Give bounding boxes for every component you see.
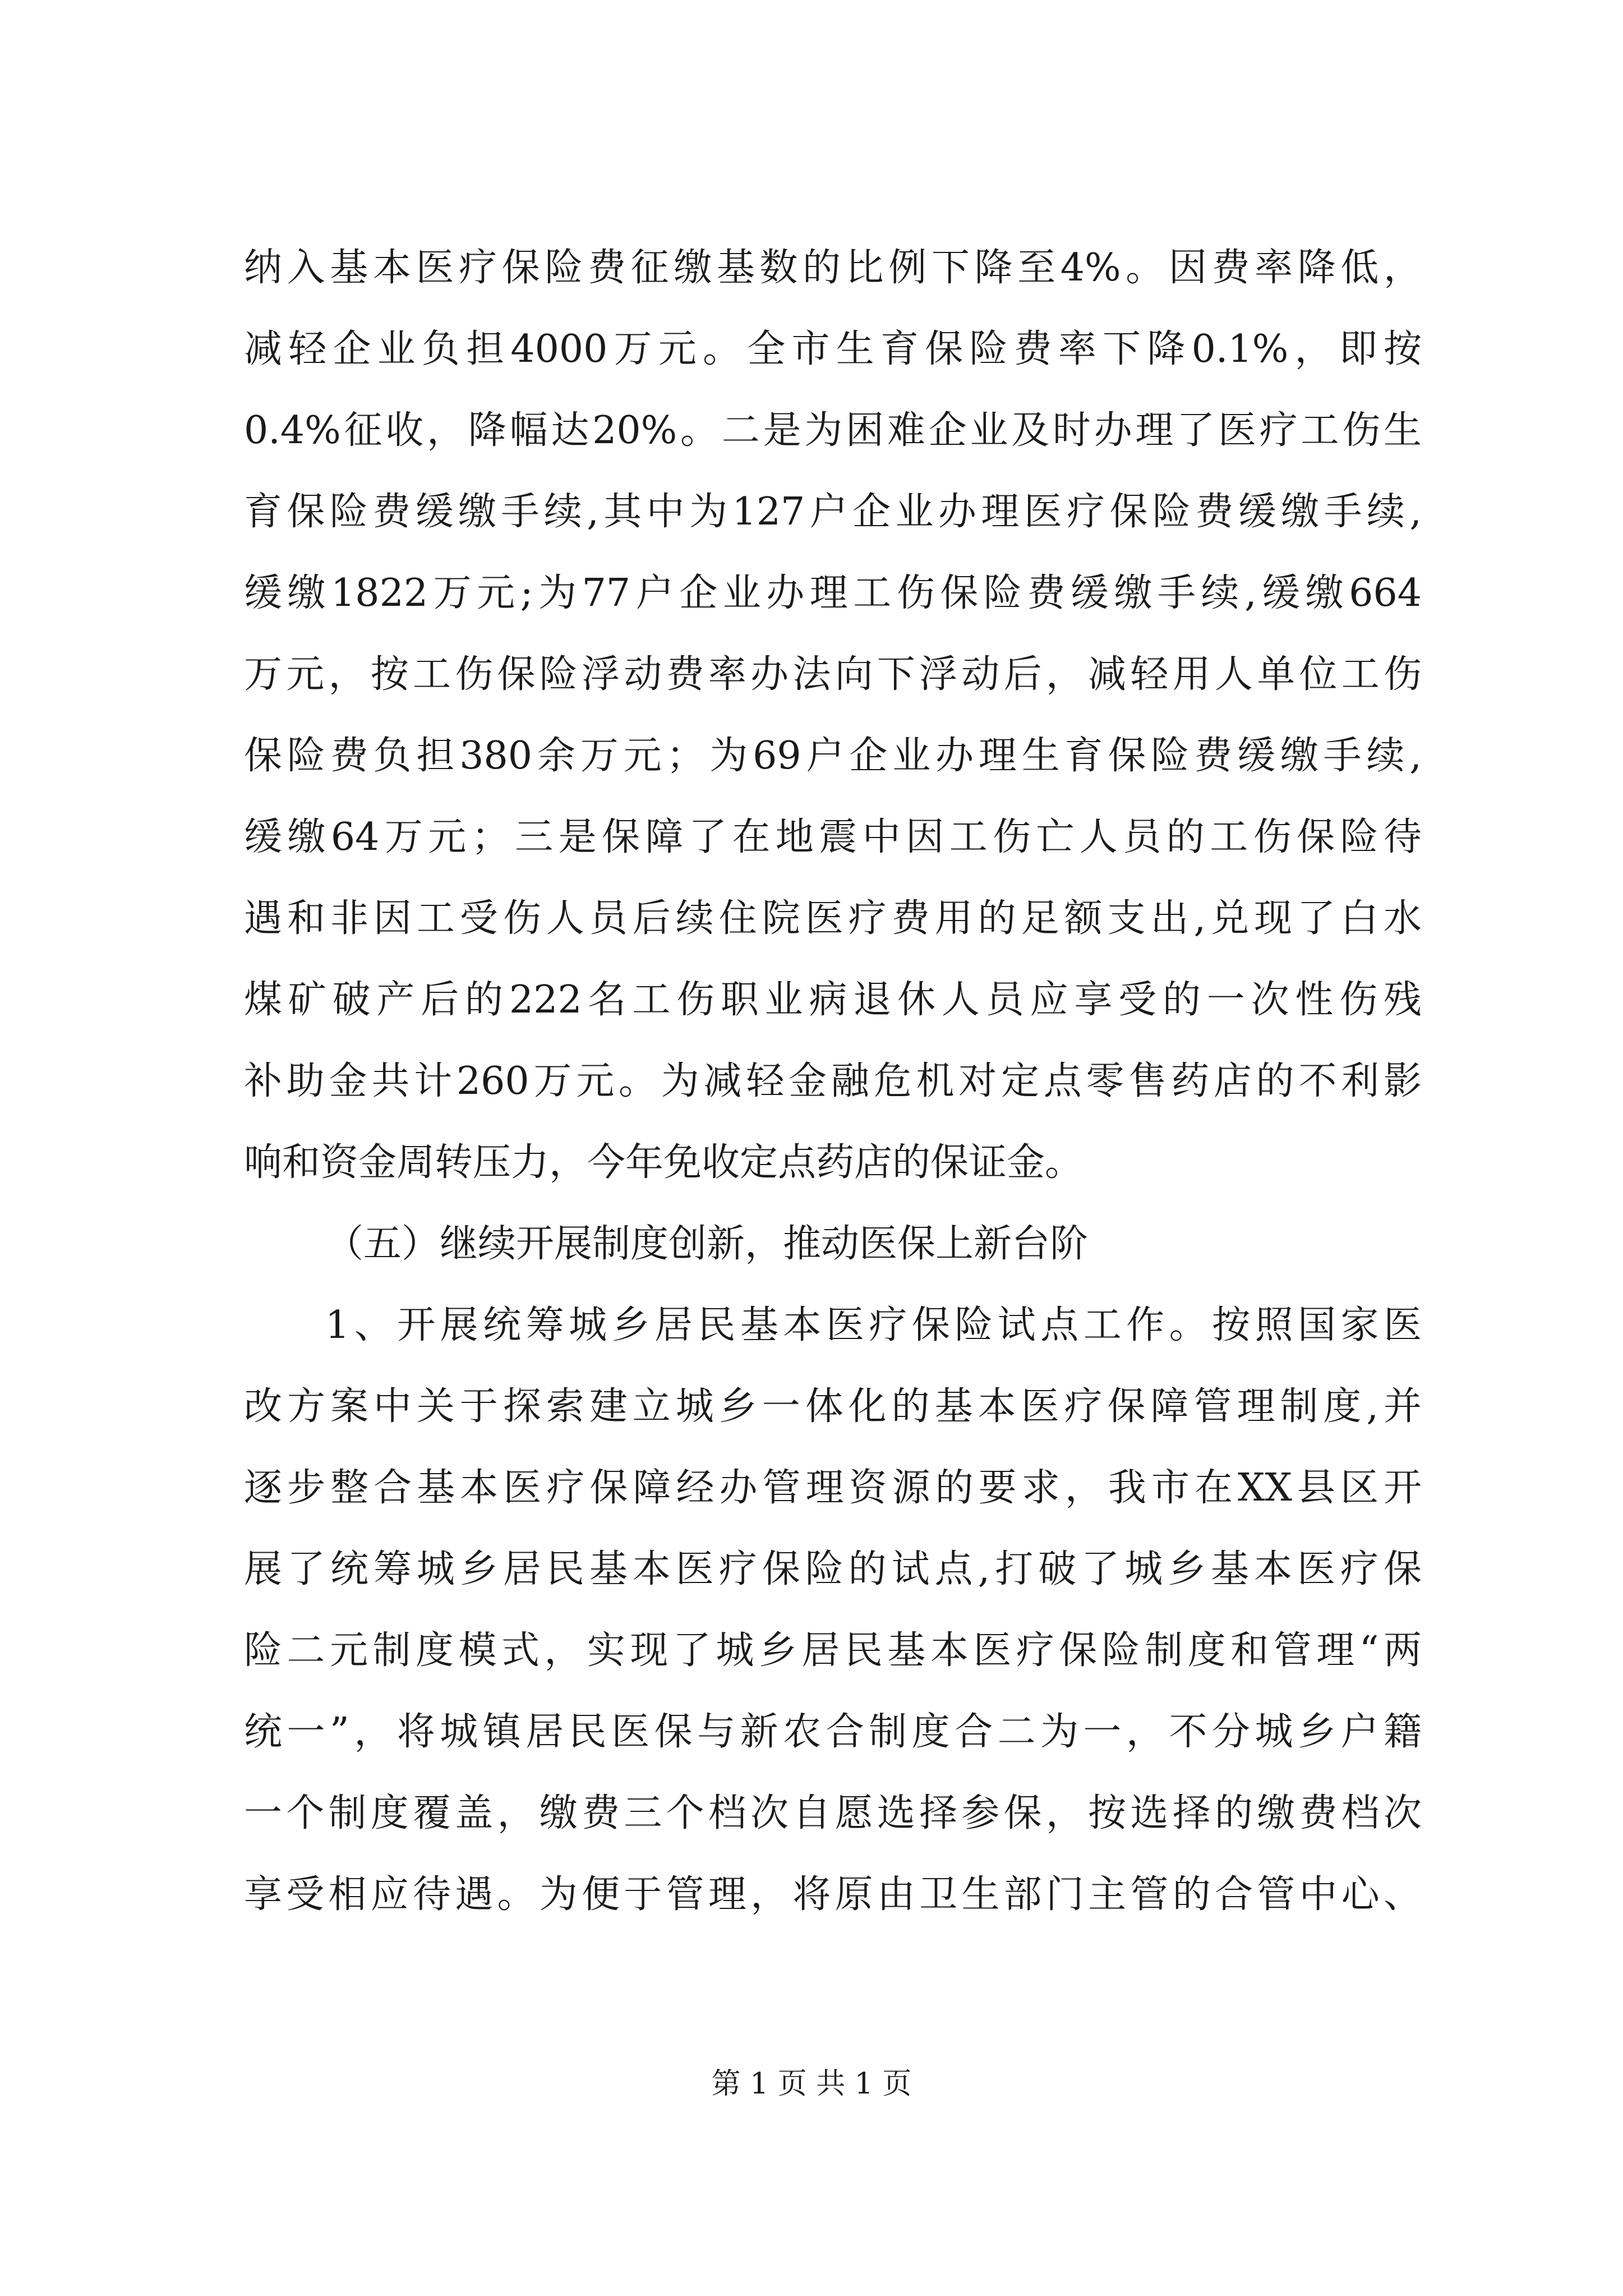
paragraph-line: 享受相应待遇。为便于管理，将原由卫生部门主管的合管中心、 xyxy=(244,1872,1422,1917)
paragraph-line: 遇和非因工受伤人员后续住院医疗费用的足额支出,兑现了白水 xyxy=(244,896,1422,941)
paragraph-line: 保险费负担380余万元；为69户企业办理生育保险费缓缴手续, xyxy=(244,734,1422,778)
paragraph-line: 一个制度覆盖，缴费三个档次自愿选择参保，按选择的缴费档次 xyxy=(244,1791,1422,1835)
paragraph-line: 改方案中关于探索建立城乡一体化的基本医疗保障管理制度,并 xyxy=(244,1384,1422,1429)
section-heading: （五）继续开展制度创新，推动医保上新台阶 xyxy=(325,1222,1089,1266)
paragraph-line: 减轻企业负担4000万元。全市生育保险费率下降0.1%，即按 xyxy=(244,327,1422,371)
paragraph-line: 万元，按工伤保险浮动费率办法向下浮动后，减轻用人单位工伤 xyxy=(244,652,1422,697)
page-number-footer: 第 1 页 共 1 页 xyxy=(711,2067,912,2101)
paragraph-line: 险二元制度模式，实现了城乡居民基本医疗保险制度和管理“两 xyxy=(244,1628,1422,1673)
paragraph-line: 纳入基本医疗保险费征缴基数的比例下降至4%。因费率降低， xyxy=(244,246,1422,290)
paragraph-line: 逐步整合基本医疗保障经办管理资源的要求，我市在XX县区开 xyxy=(244,1466,1422,1510)
paragraph-line: 补助金共计260万元。为减轻金融危机对定点零售药店的不利影 xyxy=(244,1059,1422,1103)
body-text xyxy=(244,227,1422,1935)
paragraph-line: 展了统筹城乡居民基本医疗保险的试点,打破了城乡基本医疗保 xyxy=(244,1547,1422,1591)
paragraph-line: 缓缴64万元；三是保障了在地震中因工伤亡人员的工伤保险待 xyxy=(244,815,1422,859)
paragraph-line: 1、开展统筹城乡居民基本医疗保险试点工作。按照国家医 xyxy=(325,1303,1422,1347)
paragraph-line: 统一”，将城镇居民医保与新农合制度合二为一，不分城乡户籍 xyxy=(244,1710,1422,1754)
paragraph-line: 煤矿破产后的222名工伤职业病退休人员应享受的一次性伤残 xyxy=(244,978,1422,1022)
paragraph-line: 缓缴1822万元;为77户企业办理工伤保险费缓缴手续,缓缴664 xyxy=(244,571,1422,615)
paragraph-line: 0.4%征收，降幅达20%。二是为困难企业及时办理了医疗工伤生 xyxy=(244,408,1422,453)
paragraph-line: 响和资金周转压力，今年免收定点药店的保证金。 xyxy=(244,1140,1083,1185)
paragraph-line: 育保险费缓缴手续,其中为127户企业办理医疗保险费缓缴手续, xyxy=(244,490,1422,534)
